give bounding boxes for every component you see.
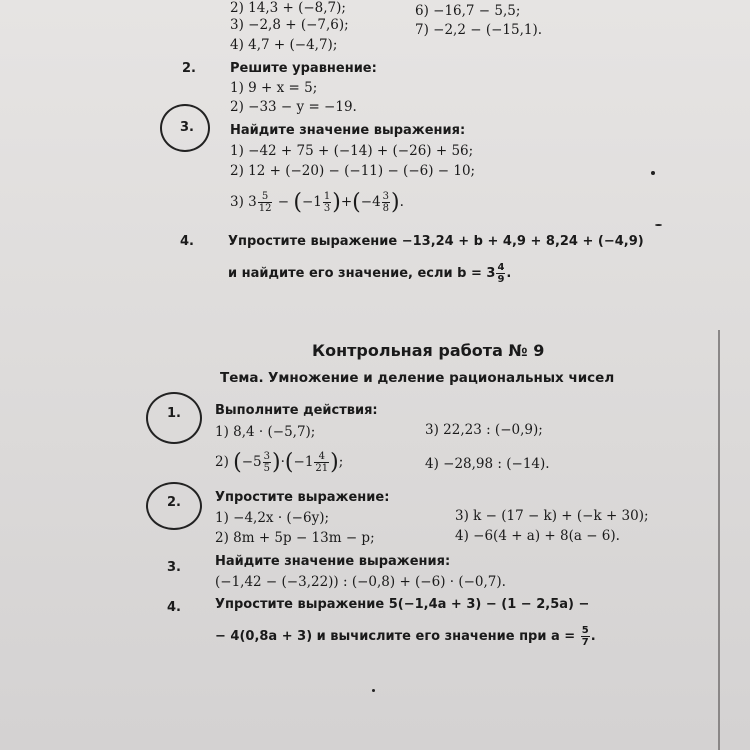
ex1-item-3: 3) −2,8 + (−7,6); bbox=[230, 17, 349, 33]
paren-close: ) bbox=[332, 190, 341, 215]
fraction bbox=[323, 191, 331, 214]
page-edge-line bbox=[718, 330, 720, 750]
ex3-item-1: 1) −42 + 75 + (−14) + (−26) + 56; bbox=[230, 143, 474, 159]
frac-den: 3 bbox=[323, 203, 331, 214]
t9-ex4-line-1: Упростите выражение 5(−1,4a + 3) − (1 − 2,5a) − bbox=[215, 597, 590, 612]
t9-ex3-expr: (−1,42 − (−3,22)) : (−0,8) + (−6) · (−0,7). bbox=[215, 574, 506, 590]
frac-num: 5 bbox=[258, 191, 273, 203]
t9-ex2-heading: Упростите выражение: bbox=[215, 490, 390, 505]
test-topic bbox=[220, 370, 614, 386]
pen-dot-mark bbox=[651, 171, 655, 175]
end-mark: ; bbox=[338, 454, 344, 470]
fraction bbox=[496, 262, 505, 285]
end-mark: . bbox=[590, 629, 596, 644]
mixed-whole: −1 bbox=[293, 454, 314, 470]
fraction bbox=[581, 625, 590, 648]
mixed-whole: −4 bbox=[360, 194, 381, 210]
operator: + bbox=[340, 194, 353, 210]
pen-dash-mark bbox=[655, 224, 662, 226]
ex4-line-2-text: и найдите его значение, если b = 3 bbox=[228, 266, 496, 281]
t9-ex1-heading: Выполните действия: bbox=[215, 403, 378, 418]
mixed-whole: −5 bbox=[241, 454, 262, 470]
frac-num: 4 bbox=[497, 262, 505, 273]
fraction bbox=[314, 451, 329, 474]
t9-ex3-number: 3. bbox=[167, 560, 181, 575]
t9-ex1-item-4: 4) −28,98 : (−14). bbox=[425, 456, 550, 472]
t9-ex2-item-3: 3) k − (17 − k) + (−k + 30); bbox=[455, 508, 649, 524]
frac-num: 3 bbox=[263, 451, 271, 462]
t9-ex2-item-2: 2) 8m + 5p − 13m − p; bbox=[215, 530, 375, 546]
t9-ex4-line-2 bbox=[215, 625, 596, 648]
t9-ex4-line-2-text: − 4(0,8a + 3) и вычислите его значение при a = bbox=[215, 629, 576, 644]
frac-num: 1 bbox=[323, 191, 331, 202]
paren-close: ) bbox=[391, 190, 400, 215]
frac-num: 3 bbox=[382, 191, 390, 202]
topic-text: Умножение и деление рациональных чисел bbox=[267, 370, 615, 386]
ex1-item-4: 4) 4,7 + (−4,7); bbox=[230, 37, 338, 53]
frac-den: 21 bbox=[315, 463, 329, 474]
ex2-number: 2. bbox=[182, 61, 196, 76]
ex4-line-1: Упростите выражение −13,24 + b + 4,9 + 8,24 + (−4,9) bbox=[228, 234, 644, 249]
ex2-item-2: 2) −33 − y = −19. bbox=[230, 99, 357, 115]
mixed-whole: −1 bbox=[301, 194, 322, 210]
operator: · bbox=[280, 454, 285, 470]
fraction bbox=[263, 451, 271, 474]
test-title: Контрольная работа № 9 bbox=[312, 341, 545, 360]
ex3-heading: Найдите значение выражения: bbox=[230, 123, 466, 138]
ex3-item-3-prefix: 3) 3 bbox=[230, 194, 257, 210]
ex2-item-1: 1) 9 + x = 5; bbox=[230, 80, 318, 96]
ex3-number: 3. bbox=[180, 120, 194, 135]
topic-label: Тема. bbox=[220, 370, 264, 386]
fraction bbox=[382, 191, 390, 214]
ex1-item-6: 6) −16,7 − 5,5; bbox=[415, 3, 521, 19]
t9-ex1-item-1: 1) 8,4 · (−5,7); bbox=[215, 424, 316, 440]
paren-open: ( bbox=[284, 450, 294, 475]
end-mark: . bbox=[506, 266, 512, 281]
operator: − bbox=[277, 194, 290, 210]
paren-open: ( bbox=[233, 450, 242, 475]
ex1-item-2: 2) 14,3 + (−8,7); bbox=[230, 0, 346, 16]
t9-ex1-item-2 bbox=[215, 450, 343, 475]
frac-num: 5 bbox=[581, 625, 589, 636]
ex3-item-3 bbox=[230, 190, 404, 215]
paren-open: ( bbox=[352, 190, 361, 215]
pen-dot-mark bbox=[372, 689, 375, 692]
frac-den: 9 bbox=[497, 274, 505, 285]
paren-close: ) bbox=[272, 450, 281, 475]
t9-ex3-heading: Найдите значение выражения: bbox=[215, 554, 451, 569]
ex4-line-2 bbox=[228, 262, 511, 285]
t9-ex4-number: 4. bbox=[167, 600, 181, 615]
t9-ex2-item-1: 1) −4,2x · (−6y); bbox=[215, 510, 330, 526]
frac-den: 7 bbox=[581, 637, 589, 648]
frac-den: 12 bbox=[258, 203, 272, 214]
t9-ex1-item-3: 3) 22,23 : (−0,9); bbox=[425, 422, 543, 438]
ex1-item-7: 7) −2,2 − (−15,1). bbox=[415, 22, 543, 38]
end-mark: . bbox=[399, 194, 404, 210]
ex4-number: 4. bbox=[180, 234, 194, 249]
frac-num: 4 bbox=[314, 451, 329, 463]
t9-ex2-number: 2. bbox=[167, 495, 181, 510]
item-prefix: 2) bbox=[215, 454, 229, 470]
ex3-item-2: 2) 12 + (−20) − (−11) − (−6) − 10; bbox=[230, 163, 476, 179]
paren-open: ( bbox=[293, 190, 302, 215]
paren-close: ) bbox=[330, 450, 339, 475]
t9-ex1-number: 1. bbox=[167, 406, 181, 421]
t9-ex2-item-4: 4) −6(4 + a) + 8(a − 6). bbox=[455, 528, 620, 544]
frac-den: 8 bbox=[382, 203, 390, 214]
frac-den: 5 bbox=[263, 463, 271, 474]
ex2-heading: Решите уравнение: bbox=[230, 61, 377, 76]
fraction bbox=[258, 191, 273, 214]
